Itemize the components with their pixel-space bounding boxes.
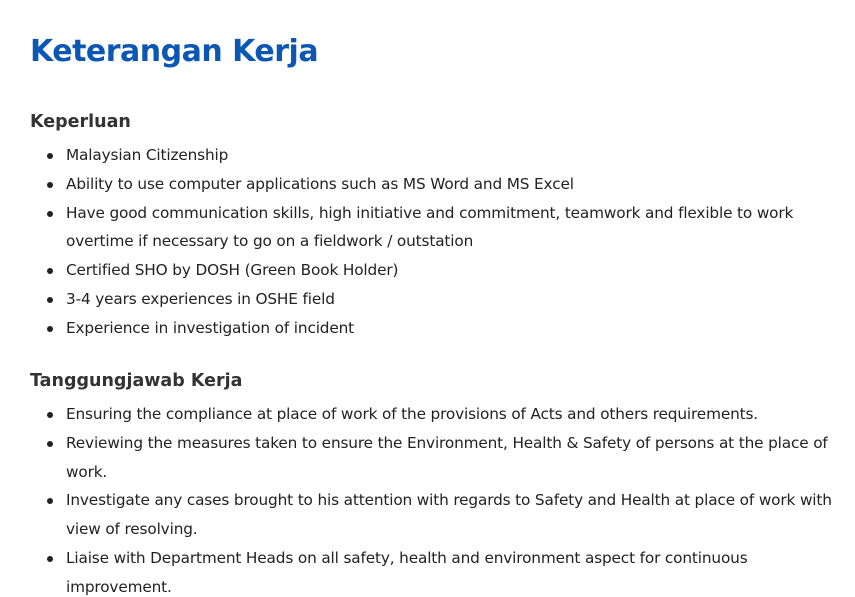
- list-item: 3-4 years experiences in OSHE field: [0, 285, 855, 314]
- list-item: Certified SHO by DOSH (Green Book Holder): [0, 256, 855, 285]
- requirements-list: [0, 141, 855, 343]
- list-item: Ensuring the compliance at place of work of the provisions of Acts and others requirements.: [0, 400, 855, 429]
- list-item: Experience in investigation of incident: [0, 314, 855, 343]
- list-item: Have good communication skills, high initiative and commitment, teamwork and flexible to work overtime if necessary to go on a fieldwork / outstation: [0, 199, 855, 257]
- responsibilities-heading: Tanggungjawab Kerja: [30, 371, 243, 391]
- page-title: Keterangan Kerja: [30, 34, 319, 69]
- list-item: Liaise with Department Heads on all safety, health and environment aspect for continuous improvement.: [0, 544, 855, 597]
- list-item: Ability to use computer applications such as MS Word and MS Excel: [0, 170, 855, 199]
- requirements-heading: Keperluan: [30, 112, 131, 132]
- list-item: Malaysian Citizenship: [0, 141, 855, 170]
- list-item: Investigate any cases brought to his attention with regards to Safety and Health at place of work with view of resolving.: [0, 486, 855, 544]
- responsibilities-list: [0, 400, 855, 597]
- list-item: Reviewing the measures taken to ensure the Environment, Health & Safety of persons at the place of work.: [0, 429, 855, 487]
